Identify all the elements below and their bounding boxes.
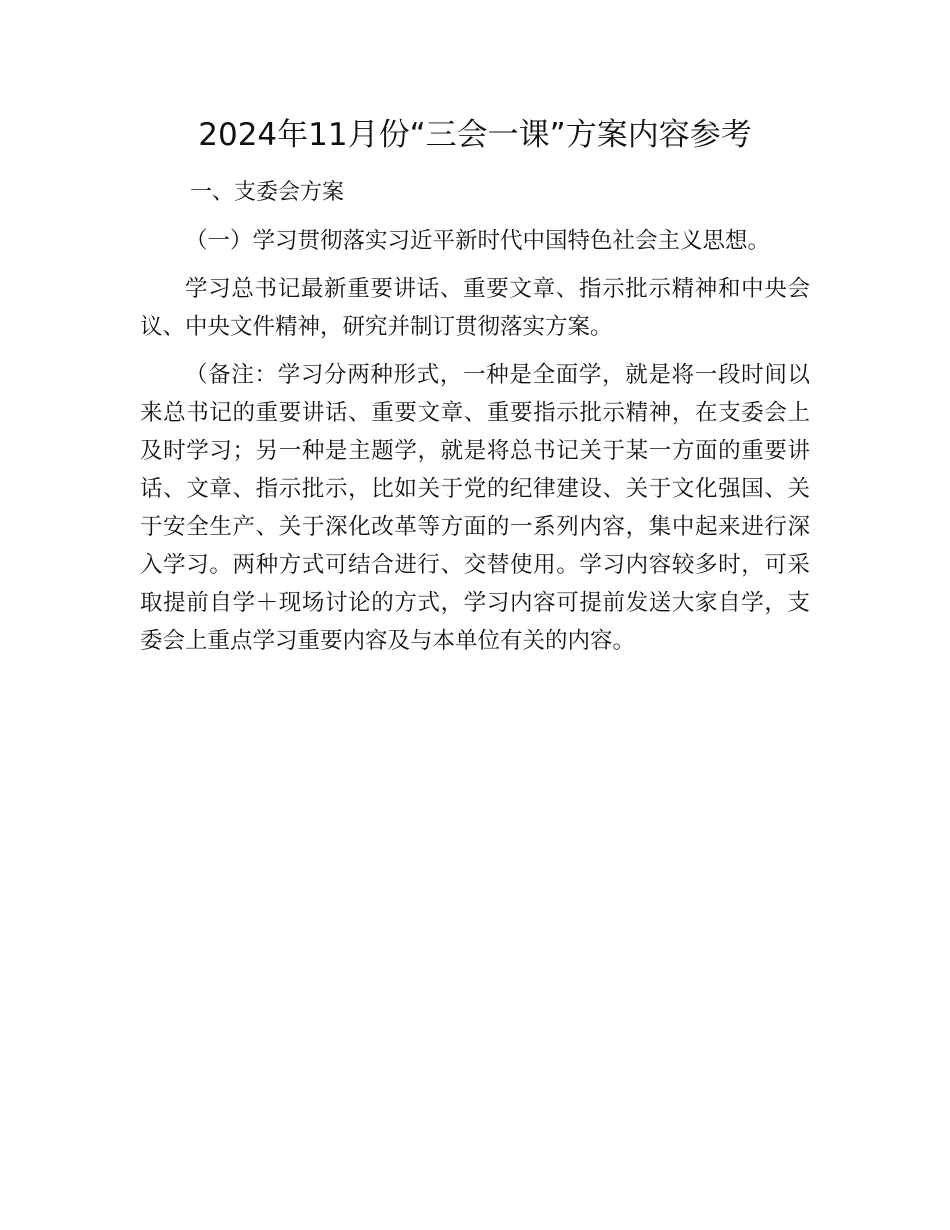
paragraph-study-thought: （一）学习贯彻落实习近平新时代中国特色社会主义思想。	[185, 228, 771, 254]
section-heading: 一、支委会方案	[190, 180, 345, 205]
paragraph-study-speeches: 学习总书记最新重要讲话、重要文章、指示批示精神和中央会议、中央文件精神，研究并制订贯彻落实方案。	[140, 276, 810, 340]
document-title: 2024年11月份“三会一课”方案内容参考	[198, 117, 752, 153]
paragraph-remarks: （备注：学习分两种形式，一种是全面学，就是将一段时间以来总书记的重要讲话、重要文章、重要指示批示精神，在支委会上及时学习；另一种是主题学，就是将总书记关于某一方面的重要讲话、文章、指示批示，比如关于党的纪律建设、关于文化强国、关于安全生产、关于深化改革等方面的一系列内容，集中起来进行深入学习。两种方式可结合进行、交替使用。学习内容较多时，可采取提前自学＋现场讨论的方式，学习内容可提前发送大家自学，支委会上重点学习重要内容及与本单位有关的内容。	[140, 362, 810, 654]
document-body	[140, 222, 810, 670]
